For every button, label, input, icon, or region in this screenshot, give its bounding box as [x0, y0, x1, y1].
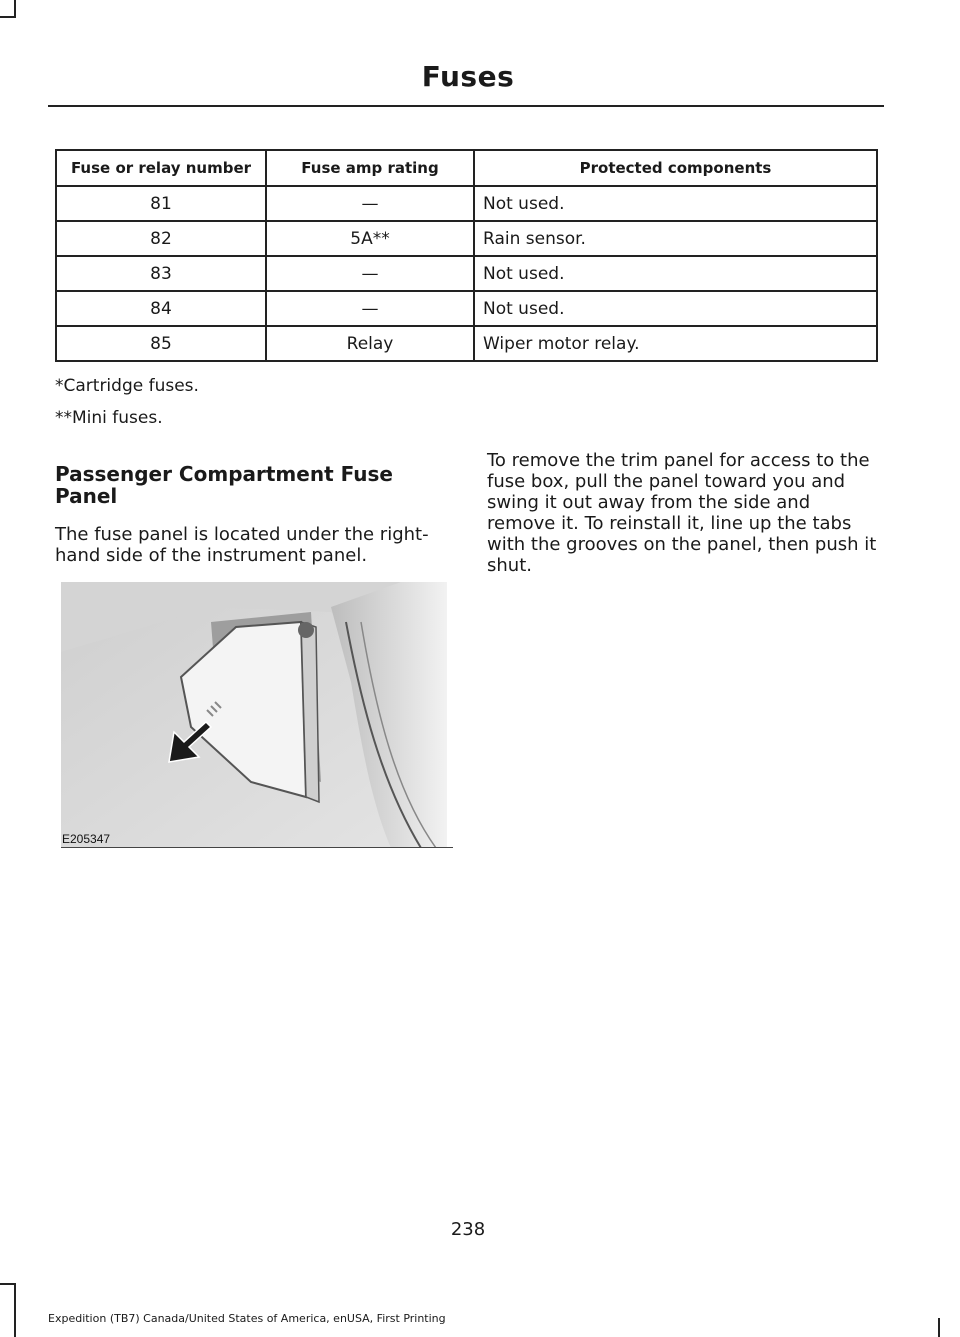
- table-row: [56, 256, 877, 291]
- figure-id: E205347: [62, 832, 111, 846]
- fuse-number: 81: [56, 186, 266, 221]
- fuse-number: 82: [56, 221, 266, 256]
- page-number: 238: [450, 1219, 486, 1240]
- table-row: [56, 221, 877, 256]
- fuse-panel-illustration: [61, 582, 447, 848]
- protected-component: Rain sensor.: [474, 221, 877, 256]
- header-divider: [48, 105, 884, 107]
- table-header-row: [56, 150, 877, 186]
- column-header-protected-components: Protected components: [474, 150, 877, 186]
- crop-mark-bottom-right-v: [938, 1318, 940, 1337]
- protected-component: Not used.: [474, 291, 877, 326]
- amp-rating: Relay: [266, 326, 474, 361]
- page-title: Fuses: [421, 60, 515, 93]
- trim-panel-drawing: [61, 582, 447, 848]
- table-row: [56, 291, 877, 326]
- section-heading: Passenger Compartment Fuse Panel: [55, 462, 393, 508]
- footer-edition: Expedition (TB7) Canada/United States of America, enUSA, First Printing: [48, 1312, 446, 1325]
- crop-mark-top-left-h: [0, 16, 16, 18]
- crop-mark-bottom-left-v: [14, 1283, 16, 1337]
- column-header-amp-rating: Fuse amp rating: [266, 150, 474, 186]
- fuse-number: 84: [56, 291, 266, 326]
- fuse-number: 83: [56, 256, 266, 291]
- amp-rating: —: [266, 291, 474, 326]
- column-header-fuse-number: Fuse or relay number: [56, 150, 266, 186]
- table-row: [56, 186, 877, 221]
- protected-component: Not used.: [474, 256, 877, 291]
- footnote-cartridge: *Cartridge fuses.: [55, 376, 199, 396]
- amp-rating: 5A**: [266, 221, 474, 256]
- amp-rating: —: [266, 186, 474, 221]
- footnote-mini: **Mini fuses.: [55, 408, 163, 428]
- protected-component: Not used.: [474, 186, 877, 221]
- location-paragraph: The fuse panel is located under the right-hand side of the instrument panel.: [55, 524, 429, 566]
- fuse-number: 85: [56, 326, 266, 361]
- amp-rating: —: [266, 256, 474, 291]
- protected-component: Wiper motor relay.: [474, 326, 877, 361]
- table-row: [56, 326, 877, 361]
- crop-mark-bottom-left-h: [0, 1283, 16, 1285]
- figure-rule: [61, 847, 453, 848]
- removal-paragraph: To remove the trim panel for access to the fuse box, pull the panel toward you and swing it out away from the side and remove it. To reinstall it, line up the tabs with the grooves on the panel, then push it shut.: [487, 450, 877, 576]
- fuse-table: [55, 149, 878, 362]
